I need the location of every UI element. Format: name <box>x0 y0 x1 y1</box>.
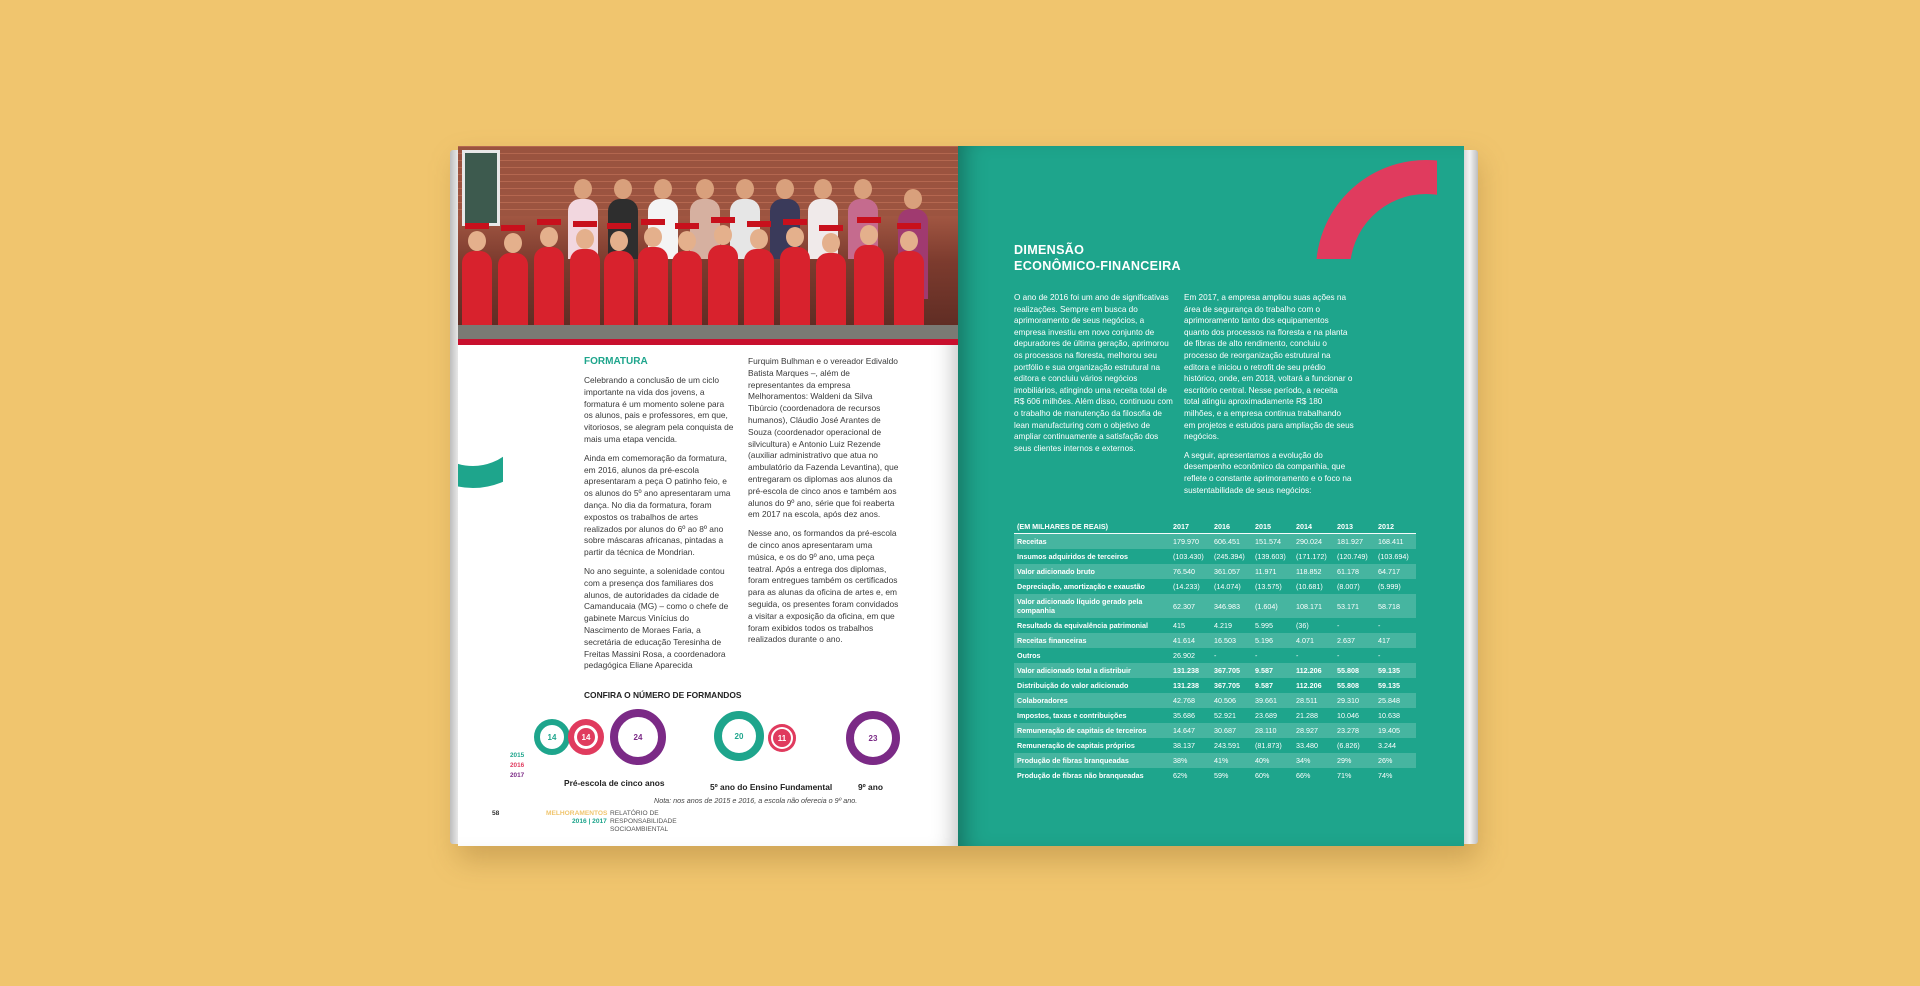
table-row <box>1014 753 1416 768</box>
table-row <box>1014 678 1416 693</box>
table-cell: 19.405 <box>1375 723 1416 738</box>
table-cell: 417 <box>1375 633 1416 648</box>
page-number: 58 <box>492 810 500 817</box>
table-cell: 112.206 <box>1293 663 1334 678</box>
table-cell: 108.171 <box>1293 594 1334 618</box>
table-row <box>1014 633 1416 648</box>
text-column-1 <box>584 375 734 679</box>
table-cell: 151.574 <box>1252 534 1293 550</box>
table-cell: - <box>1214 651 1217 660</box>
table-header: 2012 <box>1375 520 1416 534</box>
table-cell: 39.661 <box>1252 693 1293 708</box>
table-cell: 38% <box>1170 753 1211 768</box>
table-cell: 168.411 <box>1375 534 1416 550</box>
table-cell: 118.852 <box>1293 564 1334 579</box>
table-row <box>1014 723 1416 738</box>
table-cell: 21.288 <box>1296 711 1318 720</box>
table-cell: (103.430) <box>1173 552 1204 561</box>
table-cell: 62% <box>1173 771 1188 780</box>
table-cell: 61.178 <box>1334 564 1375 579</box>
row-label: Receitas financeiras <box>1014 633 1170 648</box>
table-cell: 71% <box>1337 771 1352 780</box>
table-cell: 10.046 <box>1337 711 1359 720</box>
row-label: Produção de fibras não branqueadas <box>1017 771 1144 780</box>
table-row <box>1014 618 1416 633</box>
table-cell: (36) <box>1296 621 1309 630</box>
table-row <box>1014 594 1416 618</box>
table-cell: 40% <box>1252 753 1293 768</box>
row-label: Produção de fibras branqueadas <box>1014 753 1170 768</box>
table-cell: 181.927 <box>1334 534 1375 550</box>
table-header: 2013 <box>1334 520 1375 534</box>
table-cell: 29.310 <box>1334 693 1375 708</box>
table-cell: 23.689 <box>1255 711 1277 720</box>
table-row <box>1014 549 1416 564</box>
table-cell: 243.591 <box>1214 741 1240 750</box>
row-label: Distribuição do valor adicionado <box>1017 681 1129 690</box>
table-cell: 58.718 <box>1375 594 1416 618</box>
table-cell: 367.705 <box>1214 681 1240 690</box>
table-cell: (245.394) <box>1214 552 1245 561</box>
table-cell: 290.024 <box>1293 534 1334 550</box>
table-row <box>1014 648 1416 663</box>
table-cell: (14.074) <box>1214 582 1241 591</box>
row-label: Valor adicionado líquido gerado pela companhia <box>1014 594 1170 618</box>
table-header: 2015 <box>1252 520 1293 534</box>
table-cell: 74% <box>1378 771 1393 780</box>
table-cell: 4.071 <box>1293 633 1334 648</box>
table-cell: 367.705 <box>1211 663 1252 678</box>
footnote: Nota: nos anos de 2015 e 2016, a escola não oferecia o 9º ano. <box>654 796 858 805</box>
table-row <box>1014 564 1416 579</box>
row-label: Resultado da equivalência patrimonial <box>1017 621 1149 630</box>
group-label-5th-grade: 5º ano do Ensino Fundamental <box>710 782 833 792</box>
table-cell: - <box>1296 651 1299 660</box>
table-cell: 179.970 <box>1170 534 1211 550</box>
table-cell: (10.681) <box>1296 582 1323 591</box>
table-cell: 14.647 <box>1170 723 1211 738</box>
row-label: Outros <box>1017 651 1041 660</box>
table-cell: 9.587 <box>1252 663 1293 678</box>
text-column-2 <box>1184 292 1354 503</box>
table-cell: 5.995 <box>1255 621 1273 630</box>
table-cell: 361.057 <box>1211 564 1252 579</box>
group-label-9th-grade: 9º ano <box>858 782 883 792</box>
group-label-preschool: Pré-escola de cinco anos <box>564 778 665 788</box>
table-cell: 25.848 <box>1375 693 1416 708</box>
paragraph: O ano de 2016 foi um ano de significativas realizações. Sempre em busca do aprimoramento de seus negócios, a empresa investiu em novo conjunto de depuradores de última geração, aprimorou os processos na floresta, melhorou seu portfólio e sua organização estrutural na editora e concluiu vários negócios imobiliários, atingindo uma receita total de R$ 606 milhões. Além disso, continuou com o trabalho de manutenção da filosofia de lean manufacturing com o objetivo de ampliar continuamente a satisfação dos seus clientes internos e externos. <box>1014 293 1173 453</box>
table-cell: 26.902 <box>1173 651 1195 660</box>
graduates-count-title: CONFIRA O NÚMERO DE FORMANDOS <box>584 690 742 700</box>
left-page <box>458 146 958 846</box>
table-cell: (13.575) <box>1255 582 1282 591</box>
table-cell: (8.007) <box>1337 582 1360 591</box>
paragraph: A seguir, apresentamos a evolução do desempenho econômico da companhia, que reflete o constante aprimoramento e o foco na sustentabilidade de seus negócios: <box>1184 450 1352 495</box>
table-cell: 131.238 <box>1173 681 1199 690</box>
circle-preschool-2017: 24 <box>610 709 666 765</box>
circle-5th-grade-2015: 20 <box>714 711 764 761</box>
table-cell: 346.983 <box>1211 594 1252 618</box>
table-cell: 41.614 <box>1170 633 1211 648</box>
table-cell: (6.826) <box>1337 741 1360 750</box>
table-cell: 30.687 <box>1211 723 1252 738</box>
footer-brand: MELHORAMENTOS <box>546 810 608 817</box>
table-row <box>1014 708 1416 723</box>
table-cell: 59% <box>1214 771 1229 780</box>
graduation-photo <box>458 146 958 339</box>
table-row <box>1014 693 1416 708</box>
table-cell: 59.135 <box>1375 663 1416 678</box>
table-header: 2016 <box>1211 520 1252 534</box>
table-cell: 28.927 <box>1293 723 1334 738</box>
table-cell: - <box>1378 621 1381 630</box>
row-label: Depreciação, amortização e exaustão <box>1017 582 1145 591</box>
table-cell: 29% <box>1334 753 1375 768</box>
circle-preschool-2015: 14 <box>534 719 570 755</box>
table-cell: - <box>1337 621 1340 630</box>
footer-report-title: RELATÓRIO DE RESPONSABILIDADE SOCIOAMBIENTAL <box>610 810 677 833</box>
table-cell: (120.749) <box>1337 552 1368 561</box>
right-page-edge <box>1464 150 1478 844</box>
table-cell: 28.110 <box>1252 723 1293 738</box>
table-cell: 53.171 <box>1334 594 1375 618</box>
table-cell: 28.511 <box>1293 693 1334 708</box>
table-row <box>1014 534 1416 550</box>
row-label: Impostos, taxas e contribuições <box>1017 711 1127 720</box>
table-cell: (5.999) <box>1378 582 1401 591</box>
row-label: Insumos adquiridos de terceiros <box>1017 552 1129 561</box>
table-cell: 76.540 <box>1170 564 1211 579</box>
table-cell: 11.971 <box>1252 564 1293 579</box>
table-body <box>1014 534 1416 784</box>
table-cell: 34% <box>1293 753 1334 768</box>
table-header-row <box>1014 520 1416 534</box>
table-cell: - <box>1337 651 1340 660</box>
table-cell: 38.137 <box>1173 741 1195 750</box>
table-row <box>1014 663 1416 678</box>
row-label: Remuneração de capitais de terceiros <box>1014 723 1170 738</box>
table-row <box>1014 579 1416 594</box>
row-label: Colaboradores <box>1014 693 1170 708</box>
row-label: Receitas <box>1014 534 1170 550</box>
table-cell: - <box>1378 651 1381 660</box>
table-cell: 52.921 <box>1214 711 1236 720</box>
table-cell: 26% <box>1375 753 1416 768</box>
row-label: Valor adicionado total a distribuir <box>1014 663 1170 678</box>
table-cell: (1.604) <box>1252 594 1293 618</box>
table-cell: 66% <box>1296 771 1311 780</box>
legend-2016: 2016 <box>510 762 525 769</box>
text-column-1 <box>1014 292 1174 461</box>
table-cell: (14.233) <box>1173 582 1200 591</box>
row-label: Remuneração de capitais próprios <box>1017 741 1135 750</box>
table-cell: 112.206 <box>1296 681 1322 690</box>
paragraph: Em 2017, a empresa ampliou suas ações na área de segurança do trabalho com o aprimoramento tanto dos equipamentos quanto dos processos na floresta e na planta de fibras de alto rendimento, concluiu o processo de reorganização estrutural na editora e iniciou o retrofit de seu prédio histórico, onde, em 2018, voltará a funcionar o escritório central. Nesse período, a receita total atingiu aproximadamente R$ 180 milhões, e a empresa continua trabalhando em projetos e estudos para ampliação de seus negócios. <box>1184 293 1354 442</box>
table-cell: 55.808 <box>1334 663 1375 678</box>
table-cell: 55.808 <box>1337 681 1359 690</box>
teal-arc-decoration <box>458 338 548 488</box>
legend-2015: 2015 <box>510 752 525 759</box>
financial-table <box>1014 520 1416 783</box>
table-cell: 415 <box>1173 621 1185 630</box>
table-cell: (81.873) <box>1255 741 1282 750</box>
circle-5th-grade-2016: 11 <box>768 724 796 752</box>
table-cell: 10.638 <box>1378 711 1400 720</box>
table-cell: 131.238 <box>1170 663 1211 678</box>
table-row <box>1014 738 1416 753</box>
table-cell: (171.172) <box>1296 552 1327 561</box>
text-column-2 <box>748 356 902 653</box>
table-cell: 606.451 <box>1211 534 1252 550</box>
legend-2017: 2017 <box>510 772 525 779</box>
table-cell: 60% <box>1255 771 1270 780</box>
table-cell: 23.278 <box>1334 723 1375 738</box>
table-cell: 9.587 <box>1255 681 1273 690</box>
table-header: 2014 <box>1293 520 1334 534</box>
row-label: Valor adicionado bruto <box>1014 564 1170 579</box>
table-cell: 41% <box>1211 753 1252 768</box>
table-header: (EM MILHARES DE REAIS) <box>1014 520 1170 534</box>
circle-9th-grade-2017: 23 <box>846 711 900 765</box>
table-cell: 2.637 <box>1334 633 1375 648</box>
table-cell: (139.603) <box>1255 552 1286 561</box>
table-cell: 3.244 <box>1378 741 1396 750</box>
section-title: FORMATURA <box>584 356 648 367</box>
table-cell: 59.135 <box>1378 681 1400 690</box>
paragraph: Celebrando a conclusão de um ciclo importante na vida dos jovens, a formatura é um momento solene para os alunos, pais e professores, em que, vitoriosos, se alegram pela conquista de mais uma etapa vencida. <box>584 375 734 444</box>
photo-red-band <box>458 339 958 345</box>
paragraph: Ainda em comemoração da formatura, em 2016, alunos da pré-escola apresentaram a peça O patinho feio, e os alunos do 5º ano apresentaram uma dança. No dia da formatura, foram expostos os trabalhos de artes realizados por alunos do 6º ao 8º ano sobre máscaras africanas, pintadas a partir da técnica de Mondrian. <box>584 452 731 558</box>
right-page <box>958 146 1464 846</box>
table-cell: - <box>1255 651 1258 660</box>
table-cell: 40.506 <box>1211 693 1252 708</box>
paragraph: No ano seguinte, a solenidade contou com a presença dos familiares dos alunos, de autoridades da cidade de Camanducaia (MG) – como o chefe de gabinete Marcus Vinícius do Nascimento de Moraes Faria, a secretária de educação Teresinha de Freitas Massini Rosa, a coordenadora pedagógica Eliane Aparecida <box>584 565 729 671</box>
footer-years: 2016 | 2017 <box>572 818 607 825</box>
paragraph: Furquim Bulhman e o vereador Edivaldo Batista Marques –, além de representantes da empresa Melhoramentos: Waldeni da Silva Tibúrcio (coordenadora de recursos humanos), Cláudio José Arantes de Souza (coordenador operacional de silvicultura) e Antonio Luiz Rezende (auxiliar administrativo que atua no ambulatório da Fazenda Levantina), que entregaram os diplomas aos alunos da pré-escola de cinco anos e também aos alunos do 9º ano, série que foi reaberta em 2017 na escola, após dez anos. <box>748 356 899 520</box>
table-cell: 33.480 <box>1296 741 1318 750</box>
table-row <box>1014 768 1416 783</box>
table-cell: 42.768 <box>1170 693 1211 708</box>
table-header: 2017 <box>1170 520 1211 534</box>
table-cell: 35.686 <box>1173 711 1195 720</box>
table-cell: 5.196 <box>1252 633 1293 648</box>
table-cell: 64.717 <box>1375 564 1416 579</box>
table-cell: 62.307 <box>1170 594 1211 618</box>
paragraph: Nesse ano, os formandos da pré-escola de cinco anos apresentaram uma música, e os do 9º ano, uma peça teatral. Após a entrega dos diplomas, foram entregues também os certificados para as alunas da oficina de artes e, em seguida, os presentes foram convidados a visitar a exposição da oficina, em que foram exibidos todos os trabalhos realizados durante o ano. <box>748 528 899 645</box>
table-cell: 16.503 <box>1211 633 1252 648</box>
page-title: DIMENSÃO ECONÔMICO-FINANCEIRA <box>1014 243 1181 273</box>
table-cell: (103.694) <box>1378 552 1409 561</box>
circle-preschool-2016: 14 <box>568 719 604 755</box>
table-cell: 4.219 <box>1214 621 1232 630</box>
